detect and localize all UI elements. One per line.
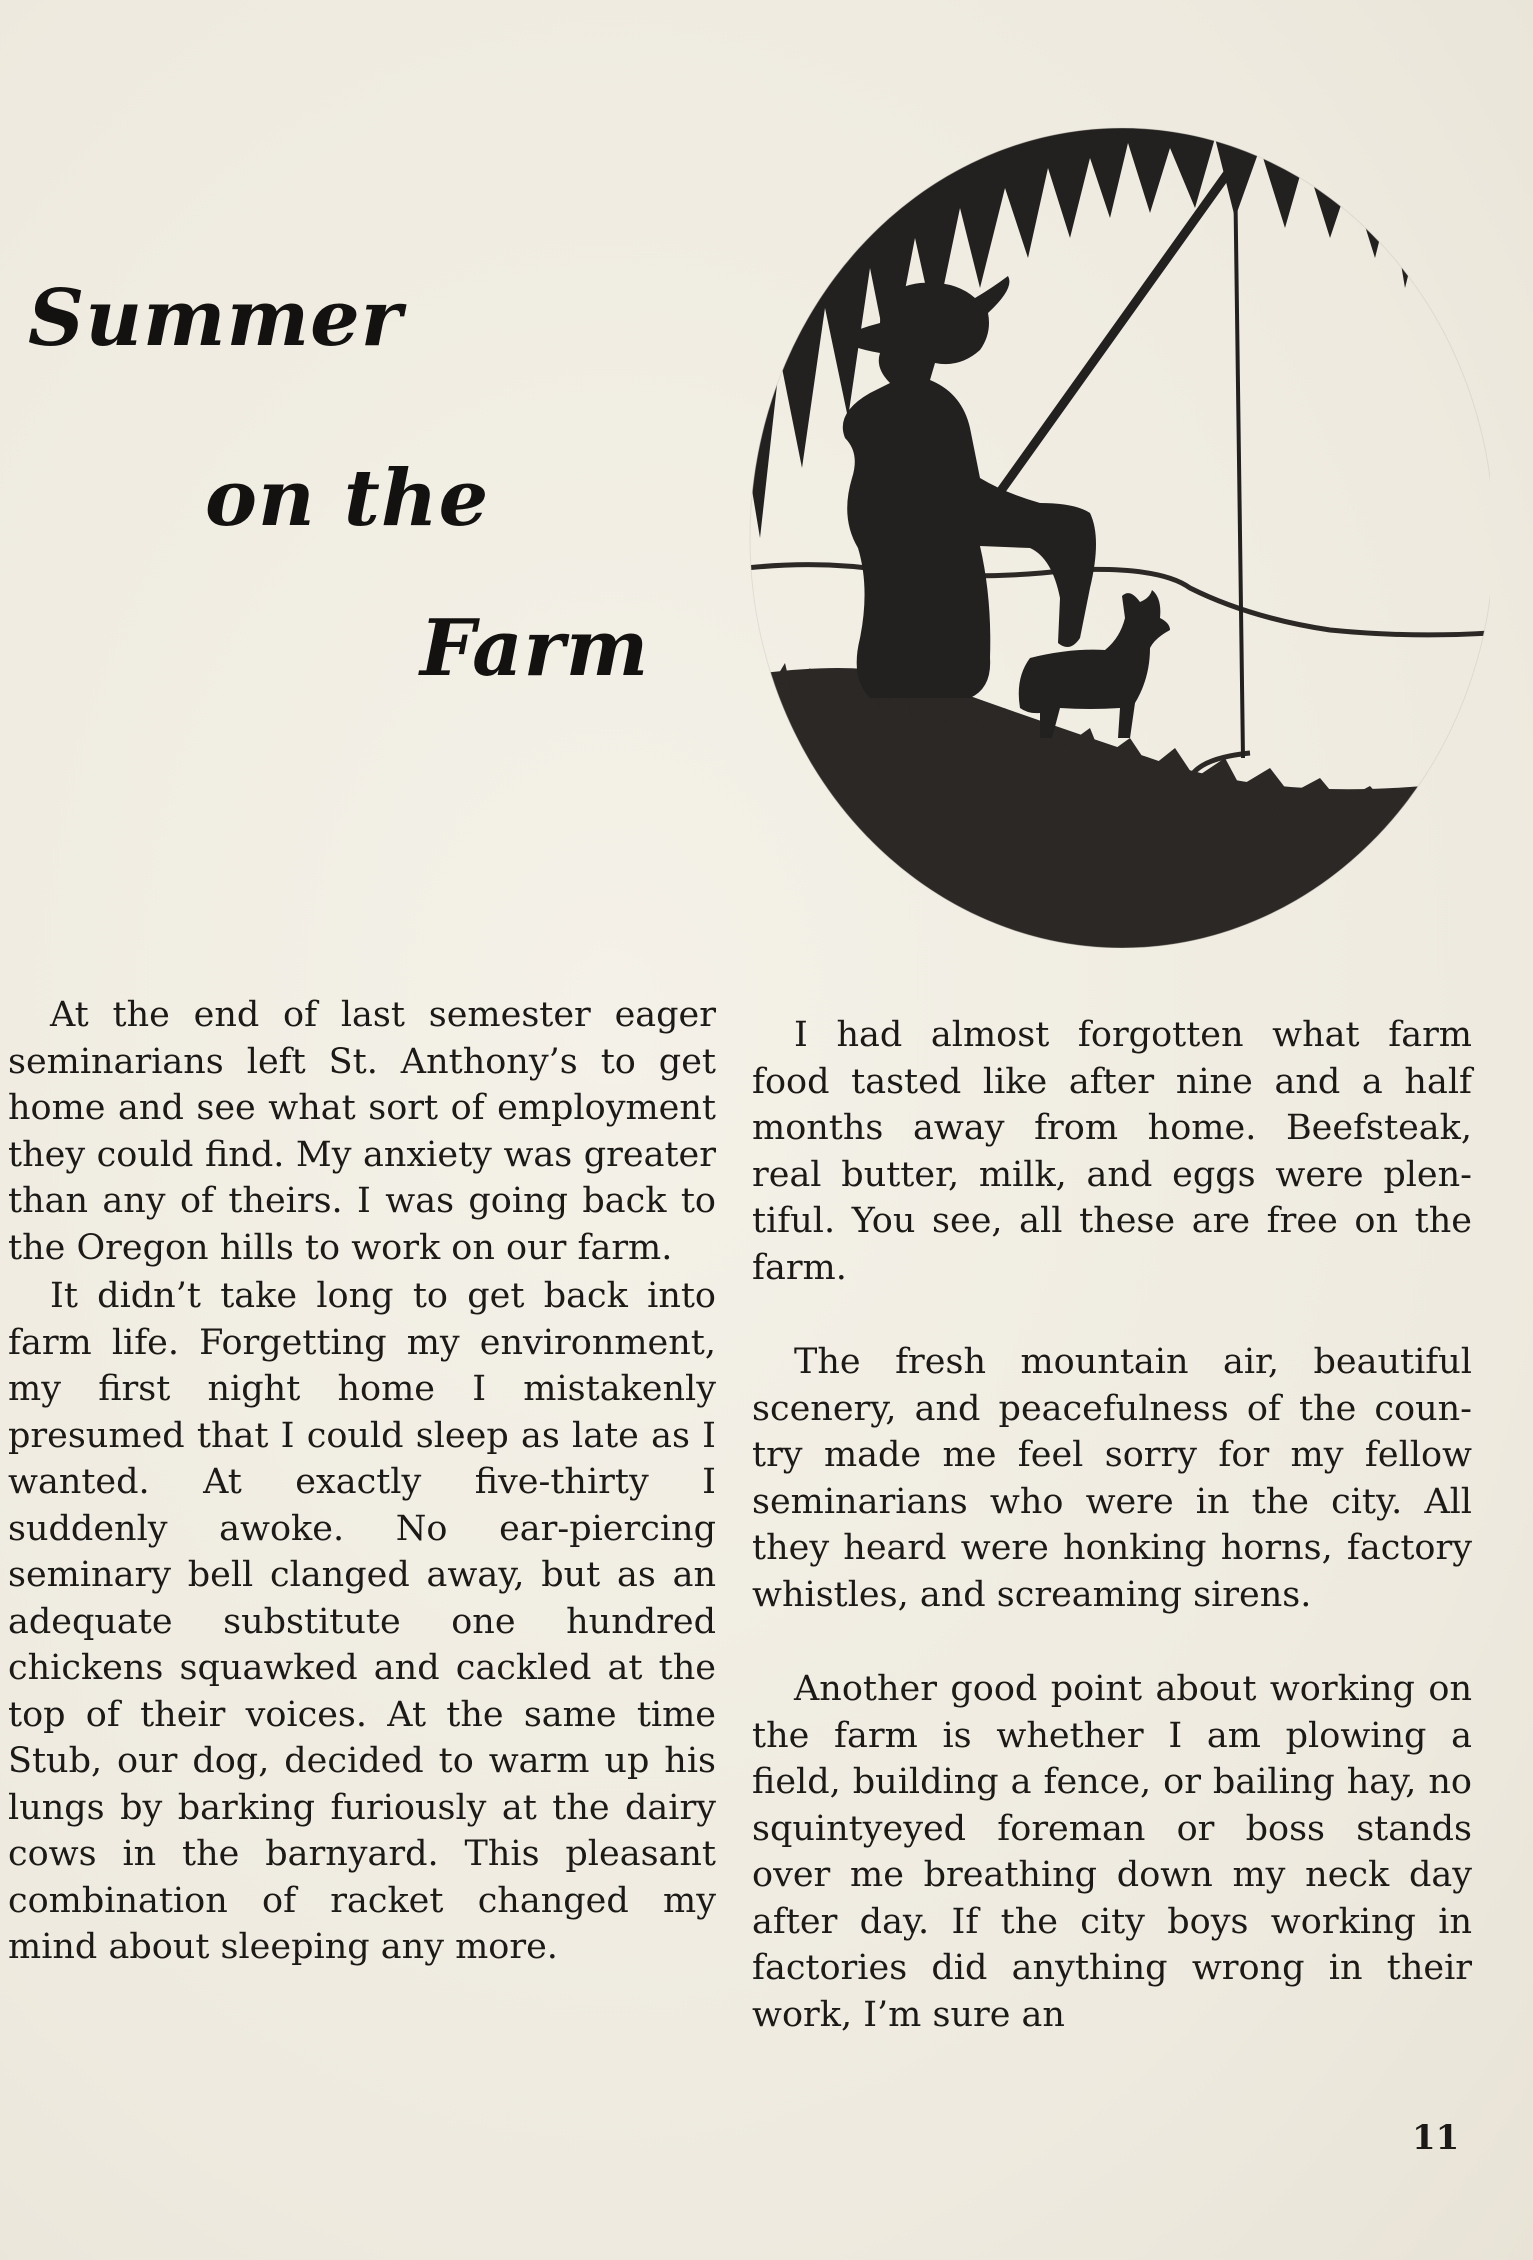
paragraph: It didn’t take long to get back into farm life. Forgetting my environment, my first night home I mistakenly presumed that I could sleep as late as I wanted. At exactly five-thirty I suddenly awoke. No ear-piercing seminary bell clanged away, but as an adequate substitute one hundred chickens squawked and cackled at the top of their voices. At the same time Stub, our dog, decided to warm up his lungs by barking furiously at the dairy cows in the barnyard. This pleasant combination of racket changed my mind about sleeping any more. <box>8 1276 716 1967</box>
article-column-right <box>752 1012 1472 2038</box>
title-line-summer: Summer <box>28 273 403 364</box>
article-column-left <box>8 992 716 1971</box>
title-line-on-the: on the <box>205 453 490 544</box>
paragraph: The fresh mountain air, beautiful scenery, and peacefulness of the country made me feel sorry for my fellow seminarians who were in the city. All they heard were honking horns, factory whistles, and screaming sirens. <box>752 1342 1472 1615</box>
paragraph: At the end of last semester eager seminarians left St. Anthony’s to get home and see what sort of employment they could find. My anxiety was greater than any of theirs. I was going back to the Oregon hills to work on our farm. <box>8 995 716 1268</box>
paragraph: Another good point about working on the farm is whether I am plowing a field, building a fence, or bailing hay, no squintyeyed foreman or boss stands over me breathing down my neck day after day. If the city boys working in factories did anything wrong in their work, I’m sure an <box>752 1669 1472 2035</box>
page-number: 11 <box>1412 2118 1460 2158</box>
boy-fishing-with-dog-silhouette-icon <box>730 118 1490 948</box>
title-line-farm: Farm <box>420 603 650 694</box>
paragraph: I had almost forgotten what farm food tasted like after nine and a half months away from home. Beefsteak, real butter, milk, and eggs were plentiful. You see, all these are free on the farm. <box>752 1015 1472 1288</box>
